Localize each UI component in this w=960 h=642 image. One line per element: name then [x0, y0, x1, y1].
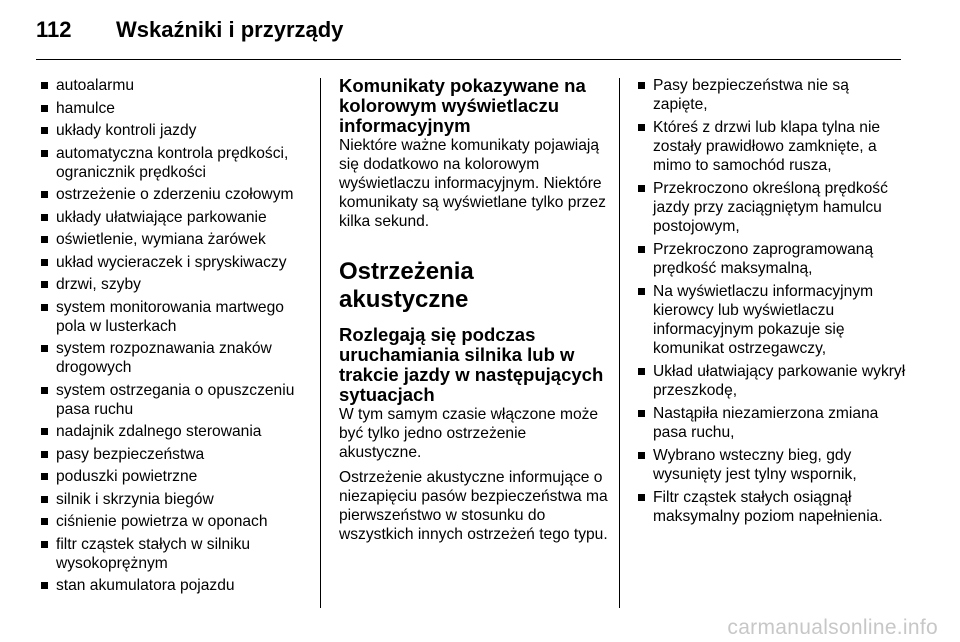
section-title-acoustic: Ostrzeżenia akustyczne [339, 258, 474, 313]
list-item: Pasy bezpieczeństwa nie są zapięte, [637, 76, 907, 114]
list-item: silnik i skrzynia biegów [40, 490, 310, 509]
list-item: Przekroczono określoną prędkość jazdy przy zaciągniętym hamulcu postojowym, [637, 179, 907, 236]
warning-systems-list [40, 76, 310, 595]
header-rule [36, 59, 901, 60]
column-divider-1 [320, 78, 321, 608]
list-item: Któreś z drzwi lub klapa tylna nie zostały prawidłowo zamknięte, a mimo to samochód rusza, [637, 118, 907, 175]
list-item: automatyczna kontrola prędkości, ogranicznik prędkości [40, 144, 310, 182]
list-item: Nastąpiła niezamierzona zmiana pasa ruchu, [637, 404, 907, 442]
right-column [637, 76, 907, 530]
middle-column [339, 76, 609, 550]
paragraph-single-warning: W tym samym czasie włączone może być tylko jedno ostrzeżenie akustyczne. [339, 406, 599, 461]
list-item: poduszki powietrzne [40, 467, 310, 486]
list-item: Wybrano wsteczny bieg, gdy wysunięty jest tylny wspornik, [637, 446, 907, 484]
list-item: system rozpoznawania znaków drogowych [40, 339, 310, 377]
list-item: filtr cząstek stałych w silniku wysokoprężnym [40, 535, 310, 573]
list-item: ciśnienie powietrza w oponach [40, 512, 310, 531]
paragraph-seatbelt-priority: Ostrzeżenie akustyczne informujące o niezapięciu pasów bezpieczeństwa ma pierwszeństwo w stosunku do wszystkich innych ostrzeżeń tego typu. [339, 469, 608, 543]
list-item: nadajnik zdalnego sterowania [40, 422, 310, 441]
page-header [36, 17, 343, 43]
list-item: Układ ułatwiający parkowanie wykrył przeszkodę, [637, 362, 907, 400]
list-item: system ostrzegania o opuszczeniu pasa ruchu [40, 381, 310, 419]
list-item: system monitorowania martwego pola w lusterkach [40, 298, 310, 336]
column-divider-2 [619, 78, 620, 608]
left-column [40, 76, 310, 599]
list-item: Na wyświetlaczu informacyjnym kierowcy lub wyświetlaczu informacyjnym pokazuje się komunikat ostrzegawczy, [637, 282, 907, 358]
section-heading-situations: Rozlegają się podczas uruchamiania silnika lub w trakcie jazdy w następujących sytuacjach [339, 324, 604, 405]
list-item: Przekroczono zaprogramowaną prędkość maksymalną, [637, 240, 907, 278]
list-item: układ wycieraczek i spryskiwaczy [40, 253, 310, 272]
list-item: pasy bezpieczeństwa [40, 445, 310, 464]
chapter-title: Wskaźniki i przyrządy [116, 17, 344, 42]
list-item: ostrzeżenie o zderzeniu czołowym [40, 185, 310, 204]
list-item: Filtr cząstek stałych osiągnął maksymalny poziom napełnienia. [637, 488, 907, 526]
paragraph-messages: Niektóre ważne komunikaty pojawiają się dodatkowo na kolorowym wyświetlaczu informacyjnym. Niektóre komunikaty są wyświetlane tylko przez kilka sekund. [339, 137, 606, 230]
watermark: carmanualsonline.info [727, 616, 938, 639]
page-number: 112 [36, 17, 72, 42]
acoustic-warnings-list [637, 76, 907, 526]
section-heading-messages: Komunikaty pokazywane na kolorowym wyświetlaczu informacyjnym [339, 75, 586, 136]
list-item: oświetlenie, wymiana żarówek [40, 230, 310, 249]
list-item: hamulce [40, 99, 310, 118]
list-item: układy ułatwiające parkowanie [40, 208, 310, 227]
list-item: drzwi, szyby [40, 275, 310, 294]
list-item: autoalarmu [40, 76, 310, 95]
list-item: stan akumulatora pojazdu [40, 576, 310, 595]
list-item: układy kontroli jazdy [40, 121, 310, 140]
